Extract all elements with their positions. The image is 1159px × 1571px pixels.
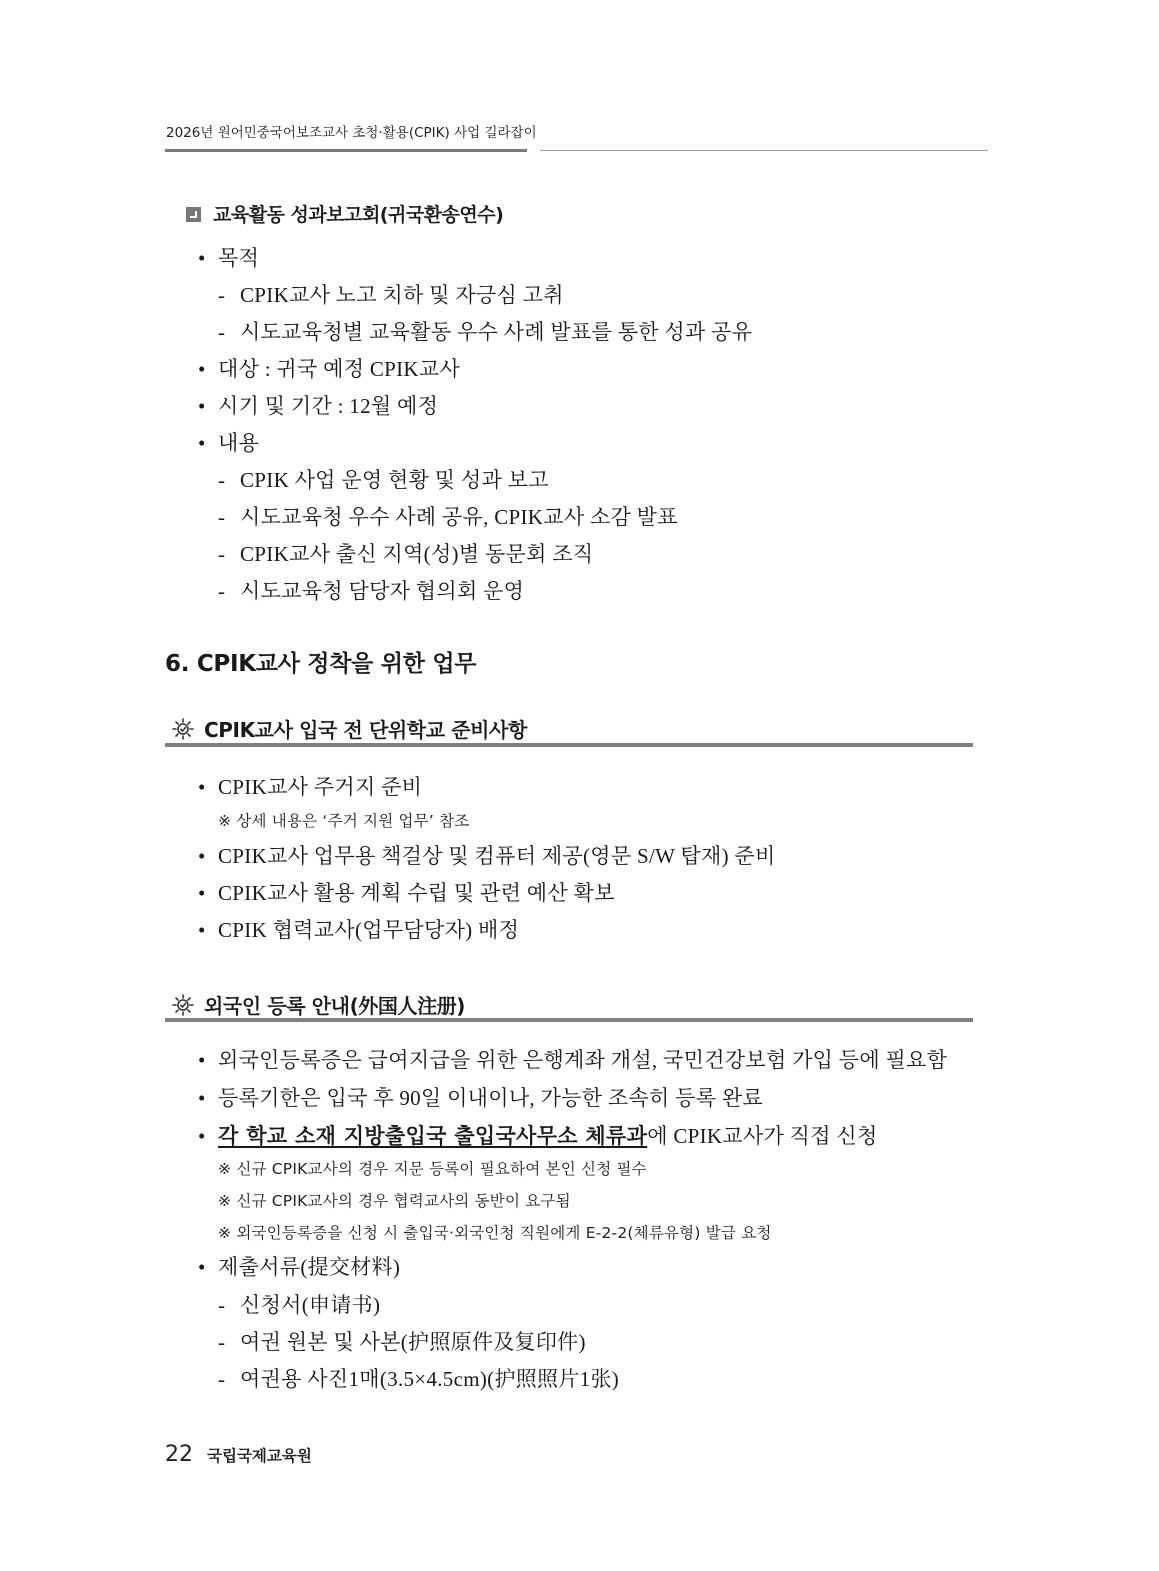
sun-bullet-icon xyxy=(172,718,194,740)
header-rule-thin xyxy=(540,150,988,151)
sun-bullet-icon xyxy=(172,994,194,1016)
registration-item: • 등록기한은 입국 후 90일 이내이나, 가능한 조속히 등록 완료 xyxy=(198,1086,764,1110)
bullet-target: • 대상 : 귀국 예정 CPIK교사 xyxy=(198,357,461,381)
content-item: - CPIK 사업 운영 현황 및 성과 보고 xyxy=(218,468,549,492)
subsection-title: 외국인 등록 안내(外国人注册) xyxy=(204,994,466,1018)
page-number: 22 xyxy=(165,1442,193,1467)
subsection-title: CPIK교사 입국 전 단위학교 준비사항 xyxy=(204,718,527,742)
emphasized-office: 각 학교 소재 지방출입국 출입국사무소 체류과 xyxy=(218,1124,648,1148)
purpose-item: - CPIK교사 노고 치하 및 자긍심 고취 xyxy=(218,283,564,307)
subsection-heading-registration xyxy=(172,990,465,1019)
footer-org: 국립국제교육원 xyxy=(207,1447,312,1465)
checkbox-square-icon xyxy=(186,207,201,222)
doc-item: - 신청서(申请书) xyxy=(218,1293,381,1317)
bullet-timing: • 시기 및 기간 : 12월 예정 xyxy=(198,394,439,418)
prep-item: • CPIK교사 주거지 준비 xyxy=(198,775,423,799)
content-item: - CPIK교사 출신 지역(성)별 동문회 조직 xyxy=(218,542,594,566)
header-rule-thick xyxy=(165,149,527,152)
doc-item: - 여권 원본 및 사본(护照原件及复印件) xyxy=(218,1330,586,1354)
running-header: 2026년 원어민중국어보조교사 초청·활용(CPIK) 사업 길라잡이 xyxy=(166,125,537,141)
doc-item: - 여권용 사진1매(3.5×4.5cm)(护照照片1张) xyxy=(218,1367,620,1391)
prep-item: • CPIK교사 업무용 책걸상 및 컴퓨터 제공(영문 S/W 탑재) 준비 xyxy=(198,844,776,868)
bullet-purpose: • 목적 xyxy=(198,246,260,270)
prep-note: ※ 상세 내용은 ‘주거 지원 업무’ 참조 xyxy=(218,812,470,830)
registration-note: ※ 외국인등록증을 신청 시 출입국·외국인청 직원에게 E-2-2(체류유형) 발급 요청 xyxy=(218,1224,772,1242)
section-heading-report-meeting xyxy=(186,200,503,227)
registration-item: • 각 학교 소재 지방출입국 출입국사무소 체류과에 CPIK교사가 직접 신청 xyxy=(198,1124,878,1148)
registration-note: ※ 신규 CPIK교사의 경우 지문 등록이 필요하여 본인 신청 필수 xyxy=(218,1160,647,1178)
page-footer xyxy=(165,1442,312,1467)
purpose-item: - 시도교육청별 교육활동 우수 사례 발표를 통한 성과 공유 xyxy=(218,320,753,344)
chapter-title: 6. CPIK교사 정착을 위한 업무 xyxy=(165,651,477,677)
content-item: - 시도교육청 담당자 협의회 운영 xyxy=(218,579,525,603)
registration-docs: • 제출서류(提交材料) xyxy=(198,1255,401,1279)
prep-item: • CPIK교사 활용 계획 수립 및 관련 예산 확보 xyxy=(198,881,615,905)
prep-item: • CPIK 협력교사(업무담당자) 배정 xyxy=(198,918,520,942)
subsection-heading-prep xyxy=(172,714,527,743)
registration-note: ※ 신규 CPIK교사의 경우 협력교사의 동반이 요구됨 xyxy=(218,1192,571,1210)
subsection-rule xyxy=(165,743,973,747)
registration-item: • 외국인등록증은 급여지급을 위한 은행계좌 개설, 국민건강보험 가입 등에 필요함 xyxy=(198,1048,948,1072)
content-item: - 시도교육청 우수 사례 공유, CPIK교사 소감 발표 xyxy=(218,505,678,529)
subsection-rule xyxy=(165,1018,973,1022)
bullet-content: • 내용 xyxy=(198,431,260,455)
section-title: 교육활동 성과보고회(귀국환송연수) xyxy=(213,204,504,226)
